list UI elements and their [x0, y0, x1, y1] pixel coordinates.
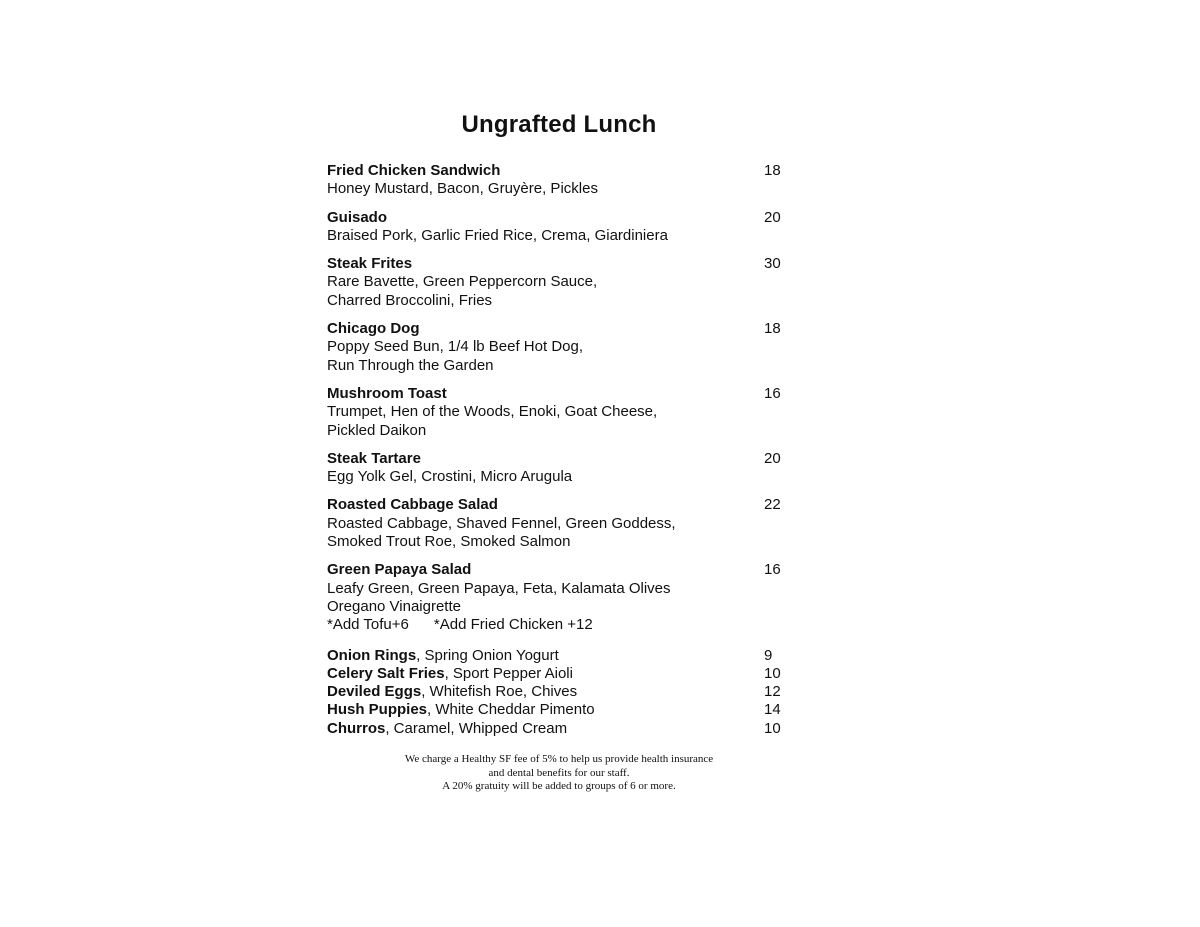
item-description: Smoked Trout Roe, Smoked Salmon — [327, 533, 571, 551]
item-price: 20 — [764, 208, 781, 226]
item-name: Fried Chicken Sandwich — [327, 162, 501, 179]
item-addons: *Add Tofu+6 *Add Fried Chicken +12 — [327, 616, 593, 634]
item-description: Rare Bavette, Green Peppercorn Sauce, — [327, 273, 598, 291]
item-description: Run Through the Garden — [327, 356, 494, 374]
item-description: Pickled Daikon — [327, 421, 427, 439]
item-name: Roasted Cabbage Salad — [327, 496, 498, 514]
side-name: Hush Puppies — [327, 701, 428, 719]
side-price: 12 — [764, 683, 781, 701]
side-price: 10 — [764, 664, 781, 682]
side-item — [327, 647, 787, 665]
item-name: Chicago Dog — [327, 320, 420, 338]
side-item — [327, 720, 787, 738]
side-name: Onion Rings — [327, 646, 417, 664]
footer-line: We charge a Healthy SF fee of 5% to help us provide health insurance — [404, 753, 714, 765]
item-price: 18 — [764, 320, 781, 338]
item-description: Poppy Seed Bun, 1/4 lb Beef Hot Dog, — [327, 338, 584, 356]
side-description: , Sport Pepper Aioli — [444, 664, 573, 682]
item-name: Steak Tartare — [327, 449, 421, 467]
item-description: Trumpet, Hen of the Woods, Enoki, Goat Cheese, — [327, 403, 658, 421]
footer-line: and dental benefits for our staff. — [488, 766, 630, 779]
side-price: 9 — [764, 646, 773, 664]
side-name: Deviled Eggs — [327, 683, 422, 701]
item-price: 22 — [764, 496, 781, 514]
side-name: Celery Salt Fries — [327, 664, 445, 682]
menu-item — [327, 496, 787, 551]
footer-notice — [327, 753, 791, 794]
menu-item — [327, 561, 787, 634]
item-description: Roasted Cabbage, Shaved Fennel, Green Goddess, — [327, 514, 676, 532]
side-item — [327, 683, 787, 701]
item-name: Mushroom Toast — [327, 384, 447, 402]
item-price: 30 — [764, 255, 781, 273]
item-name: Steak Frites — [327, 255, 413, 273]
side-description: , Caramel, Whipped Cream — [385, 719, 568, 737]
side-description: , Spring Onion Yogurt — [416, 646, 559, 664]
item-price: 18 — [764, 162, 781, 179]
side-price: 14 — [764, 701, 781, 719]
menu-item — [327, 255, 787, 310]
item-description: Honey Mustard, Bacon, Gruyère, Pickles — [327, 180, 598, 198]
item-name: Green Papaya Salad — [327, 561, 472, 579]
menu-item — [327, 385, 787, 440]
item-description: Oregano Vinaigrette — [327, 597, 461, 615]
item-price: 16 — [764, 561, 781, 579]
footer-line: A 20% gratuity will be added to groups of 6 or more. — [442, 780, 676, 792]
item-description: Braised Pork, Garlic Fried Rice, Crema, Giardiniera — [327, 226, 668, 244]
item-name: Guisado — [327, 208, 388, 226]
menu-item — [327, 162, 787, 199]
menu-item — [327, 320, 787, 375]
menu-item — [327, 450, 787, 487]
side-name: Churros — [327, 719, 386, 737]
lunch-menu — [327, 110, 787, 738]
side-item — [327, 665, 787, 683]
side-description: , White Cheddar Pimento — [427, 701, 595, 719]
side-price: 10 — [764, 719, 781, 737]
sides-list — [327, 647, 787, 738]
item-description: Leafy Green, Green Papaya, Feta, Kalamata Olives — [327, 579, 671, 597]
item-description: Charred Broccolini, Fries — [327, 291, 493, 309]
side-description: , Whitefish Roe, Chives — [421, 683, 578, 701]
menu-item — [327, 209, 787, 246]
side-item — [327, 701, 787, 719]
item-description: Egg Yolk Gel, Crostini, Micro Arugula — [327, 468, 573, 486]
item-price: 16 — [764, 384, 781, 402]
item-price: 20 — [764, 449, 781, 467]
menu-title: Ungrafted Lunch — [461, 111, 657, 138]
